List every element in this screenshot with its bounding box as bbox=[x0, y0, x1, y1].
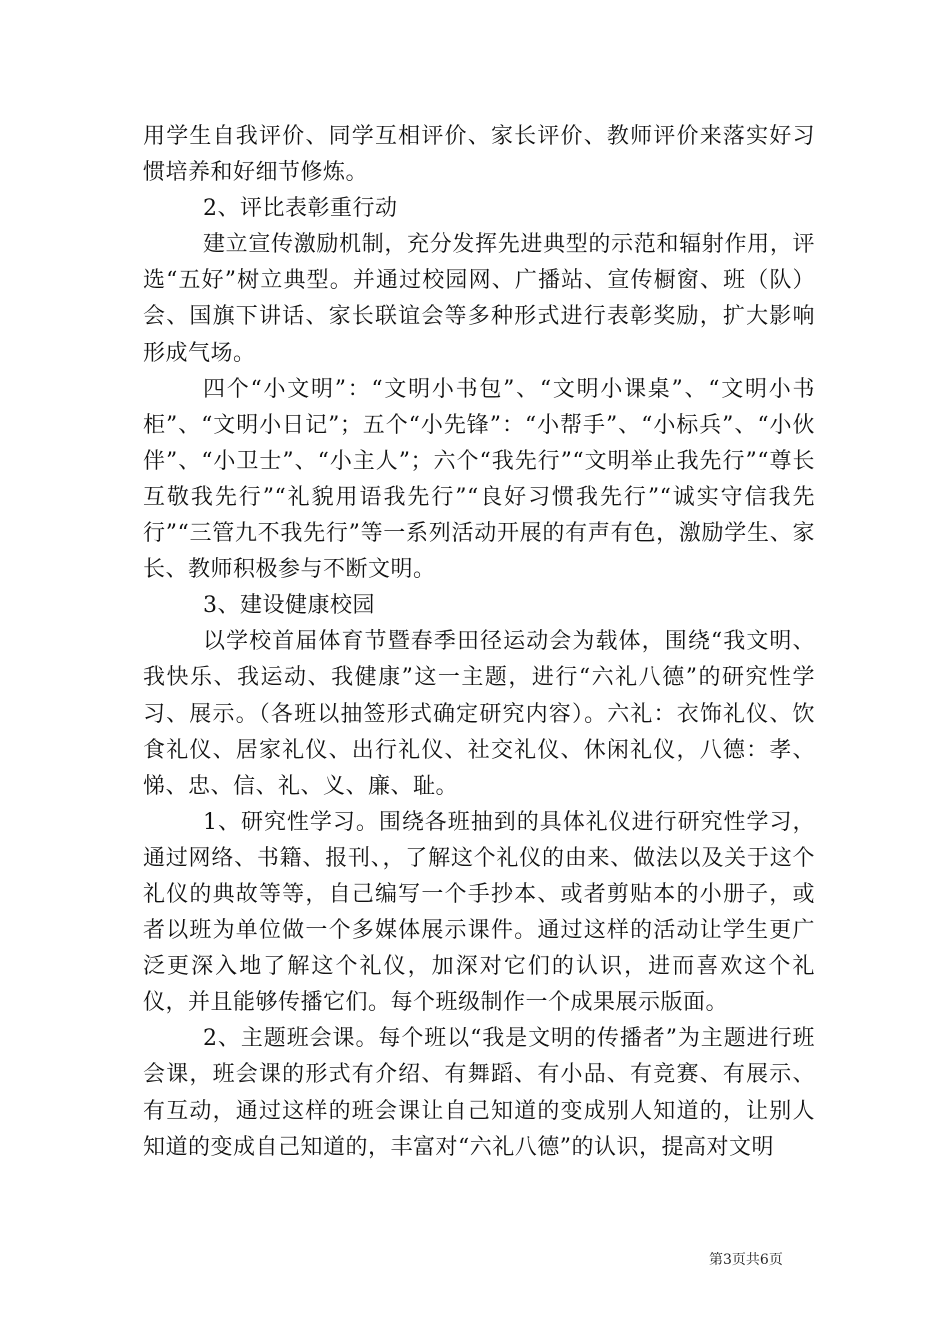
page-number-footer: 第3页共6页 bbox=[709, 1252, 783, 1268]
paragraph-civilization-activities: 四个“小文明”：“文明小书包”、“文明小课桌”、“文明小书柜”、“文明小日记”；五个“小先锋”：“小帮手”、“小标兵”、“小伙伴”、“小卫士”、“小主人”；六个“我先行”“文明举止我先行”“尊长互敬我先行”“礼貌用语我先行”“良好习惯我先行”“诚实守信我先行”“三管九不我先行”等一系列活动开展的有声有色，激励学生、家长、教师积极参与不断文明。 bbox=[143, 376, 815, 583]
section-heading-healthy-campus: 3、建设健康校园 bbox=[203, 593, 375, 619]
paragraph-class-meeting: 2、主题班会课。每个班以“我是文明的传播者”为主题进行班会课，班会课的形式有介绍、有舞蹈、有小品、有竞赛、有展示、有互动，通过这样的班会课让自己知道的变成别人知道的，让别人知道的变成自己知道的，丰富对“六礼八德”的认识，提高对文明 bbox=[143, 1026, 815, 1160]
section-heading-commendation: 2、评比表彰重行动 bbox=[203, 196, 398, 222]
paragraph-research-study: 1、研究性学习。围绕各班抽到的具体礼仪进行研究性学习，通过网络、书籍、报刊、，了解这个礼仪的由来、做法以及关于这个礼仪的典故等等，自己编写一个手抄本、或者剪贴本的小册子，或者以班为单位做一个多媒体展示课件。通过这样的活动让学生更广泛更深入地了解这个礼仪，加深对它们的认识，进而喜欢这个礼仪，并且能够传播它们。每个班级制作一个成果展示版面。 bbox=[143, 809, 815, 1016]
paragraph-sports-festival: 以学校首届体育节暨春季田径运动会为载体，围绕“我文明、我快乐、我运动、我健康”这一主题，进行“六礼八德”的研究性学习、展示。（各班以抽签形式确定研究内容）。六礼：衣饰礼仪、饮食礼仪、居家礼仪、出行礼仪、社交礼仪、休闲礼仪，八德：孝、悌、忠、信、礼、义、廉、耻。 bbox=[143, 629, 815, 799]
document-body bbox=[143, 119, 815, 1166]
paragraph-continuation: 用学生自我评价、同学互相评价、家长评价、教师评价来落实好习惯培养和好细节修炼。 bbox=[143, 124, 815, 186]
paragraph-incentive-mechanism: 建立宣传激励机制，充分发挥先进典型的示范和辐射作用，评选“五好”树立典型。并通过校园网、广播站、宣传橱窗、班（队）会、国旗下讲话、家长联谊会等多种形式进行表彰奖励，扩大影响形成气场。 bbox=[143, 232, 815, 366]
